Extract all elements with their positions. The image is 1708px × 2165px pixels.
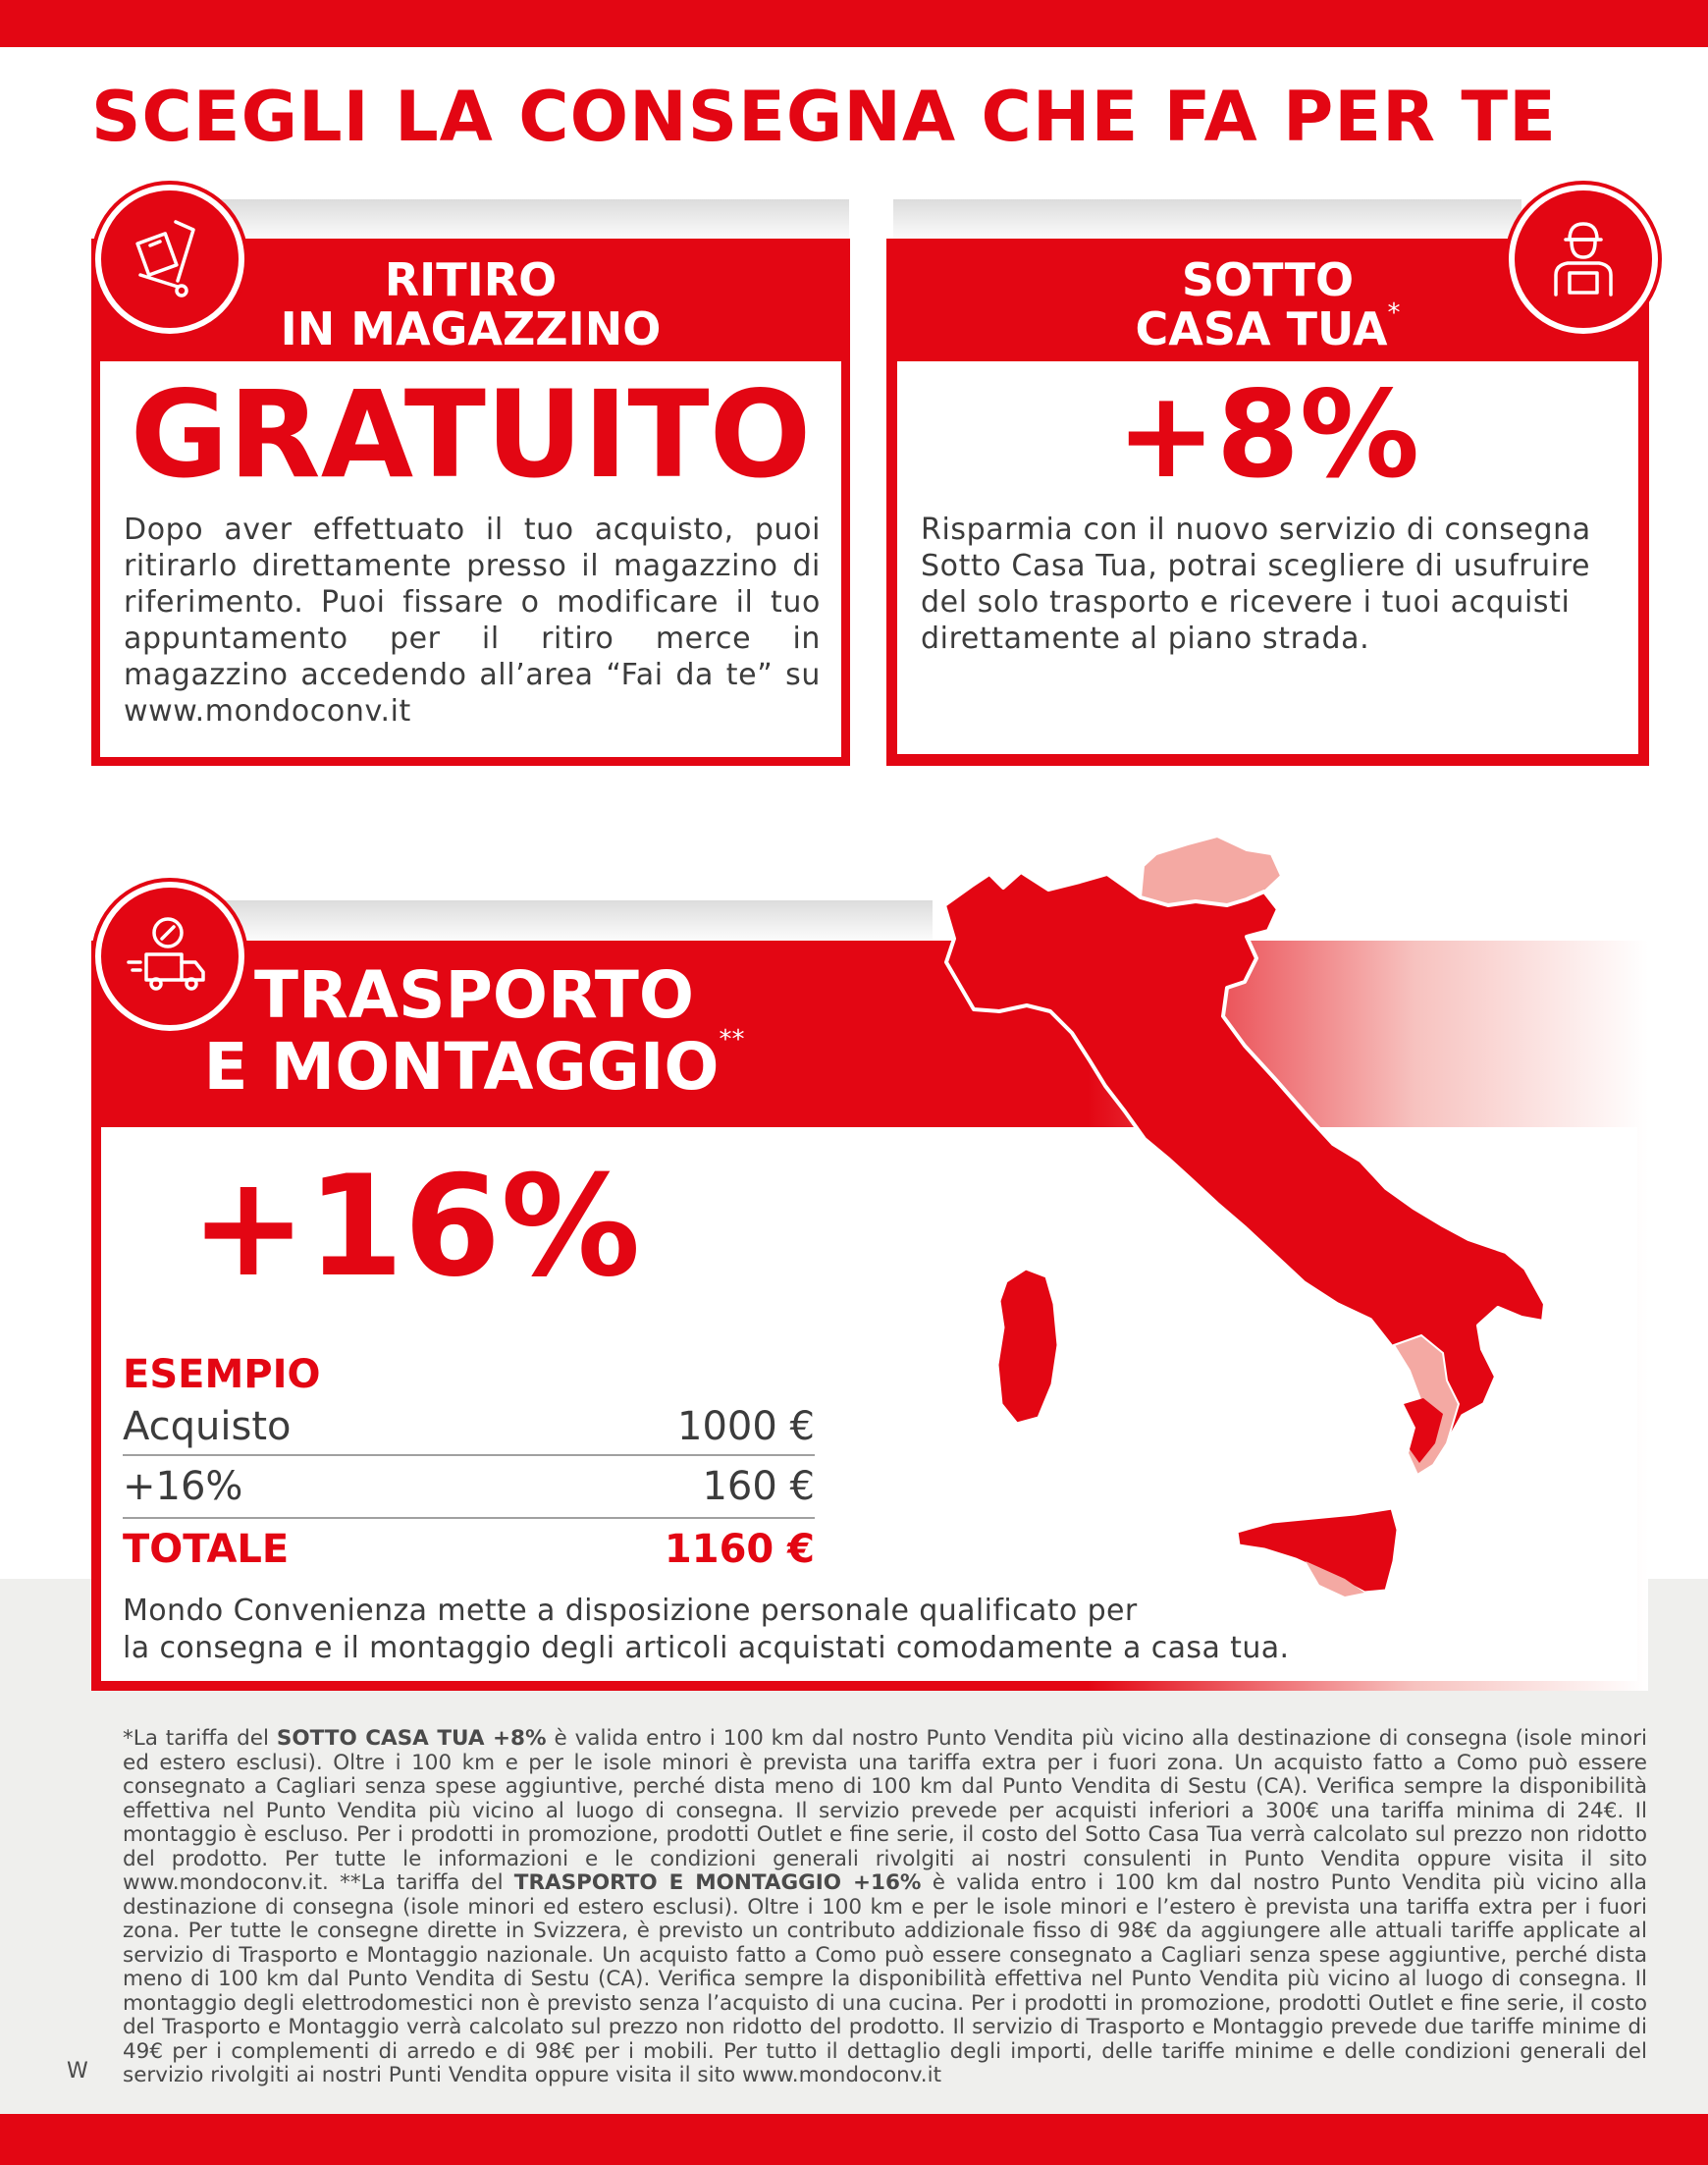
card-body xyxy=(897,361,1638,754)
card-sotto-casa xyxy=(886,239,1649,766)
card-description xyxy=(123,1593,1418,1667)
card-body xyxy=(100,361,841,757)
description-line1: Mondo Convenienza mette a disposizione personale qualificato per xyxy=(123,1594,1138,1628)
row-value: 1000 € xyxy=(677,1404,815,1449)
card-shadow xyxy=(147,900,933,945)
delivery-person-icon xyxy=(1509,185,1658,334)
row-value: 1160 € xyxy=(664,1527,815,1572)
price-label: +8% xyxy=(1115,365,1420,505)
footnote-text: è valida entro i 100 km dal nostro Punto Vendita più vicino alla destinazione di consegna (isole minori ed estero esclusi). Oltre i 100 km e per le isole minori è prevista una tariffa extra per i fuori zona. Un acquisto fatto a Como può essere consegnato a Cagliari senza spese aggiuntive, perché dista meno di 100 km dal Punto Vendita di Sestu (CA). Verifica sempre la disponibilità effettiva nel Punto Vendita più vicino al luogo di consegna. Il servizio prevede per acquisti inferiori a 300€ una tariffa minima di 24€. Il montaggio è escluso. Per i prodotti in promozione, prodotti Outlet e fine serie, il costo del Sotto Casa Tua verrà calcolato sul prezzo non ridotto del prodotto. Per tutte le informazioni e le condizioni generali rivolgiti ai nostri consulenti in Punto Vendita oppure visita il sito www.mondoconv.it. **La tariffa del xyxy=(123,1726,1647,1895)
row-value: 160 € xyxy=(702,1464,815,1509)
description-line2: la consegna e il montaggio degli articoli acquistati comodamente a casa tua. xyxy=(123,1631,1290,1665)
card-heading-line1: SOTTO xyxy=(1181,253,1355,306)
footnote-bold: TRASPORTO E MONTAGGIO +16% xyxy=(513,1870,922,1895)
row-label: TOTALE xyxy=(123,1527,290,1572)
page-mark: W xyxy=(67,2059,88,2084)
card-heading-line2: CASA TUA xyxy=(1135,301,1388,355)
card-heading-line1: TRASPORTO xyxy=(254,957,694,1033)
card-shadow xyxy=(893,199,1521,244)
top-bar xyxy=(0,0,1708,47)
table-row xyxy=(123,1399,815,1454)
hand-truck-icon xyxy=(95,185,244,334)
page-title: SCEGLI LA CONSEGNA CHE FA PER TE xyxy=(91,77,1557,157)
row-label: Acquisto xyxy=(123,1404,292,1449)
example-table xyxy=(123,1399,815,1580)
card-heading-line2: E MONTAGGIO xyxy=(203,1028,720,1105)
bottom-bar xyxy=(0,2114,1708,2165)
italy-map xyxy=(933,815,1639,1659)
table-row-total xyxy=(123,1519,815,1580)
example-label: ESEMPIO xyxy=(123,1352,321,1397)
footnote-mark: ** xyxy=(719,1024,745,1055)
price-label: GRATUITO xyxy=(130,365,812,505)
row-label: +16% xyxy=(123,1464,243,1509)
footnote-bold: SOTTO CASA TUA +8% xyxy=(276,1726,547,1751)
card-shadow xyxy=(147,199,849,244)
footnote-text: è valida entro i 100 km dal nostro Punto Vendita più vicino alla destinazione di consegna (isole minori ed estero esclusi). Oltre i 100 km e per le isole minori e l’estero è prevista una tariffa extra per i fuori zona. Per tutte le consegne dirette in Svizzera, è previsto un contributo addizionale fisso di 98€ da aggiungere alle attuali tariffe applicate al servizio di Trasporto e Montaggio nazionale. Un acquisto fatto a Como può essere consegnato a Cagliari senza spese aggiuntive, perché dista meno di 100 km dal Punto Vendita di Sestu (CA). Verifica sempre la disponibilità effettiva nel Punto Vendita più vicino al luogo di consegna. Il montaggio degli elettrodomestici non è previsto senza l’acquisto di una cucina. Per i prodotti in promozione, prodotti Outlet e fine serie, il costo del Trasporto e Montaggio verrà calcolato sul prezzo non ridotto del prodotto. Il servizio di Trasporto e Montaggio prevede due tariffe minime di 49€ per i complementi di arredo e di 98€ per i mobili. Per tutto il dettaglio degli importi, delle tariffe minime e delle condizioni generali del servizio rivolgiti ai nostri Punti Vendita oppure visita il sito www.mondoconv.it xyxy=(123,1870,1647,2087)
card-description: Risparmia con il nuovo servizio di consegna Sotto Casa Tua, potrai scegliere di usufruire del solo trasporto e ricevere i tuoi acquisti direttamente al piano strada. xyxy=(921,513,1591,656)
footnote xyxy=(123,1727,1647,2088)
table-row xyxy=(123,1456,815,1517)
card-heading-line2: IN MAGAZZINO xyxy=(280,301,662,355)
truck-wrench-icon xyxy=(95,882,244,1031)
card-heading-line1: RITIRO xyxy=(384,253,558,306)
footnote-text: *La tariffa del xyxy=(123,1726,277,1751)
card-description: Dopo aver effettuato il tuo acquisto, puoi ritirarlo direttamente presso il magazzino di riferimento. Puoi fissare o modificare il tuo appuntamento per il ritiro merce in magazzino accedendo all’area “Fai da te” su www.mondoconv.it xyxy=(124,513,821,729)
price-label: +16% xyxy=(189,1146,641,1308)
footnote-mark: * xyxy=(1387,298,1401,328)
